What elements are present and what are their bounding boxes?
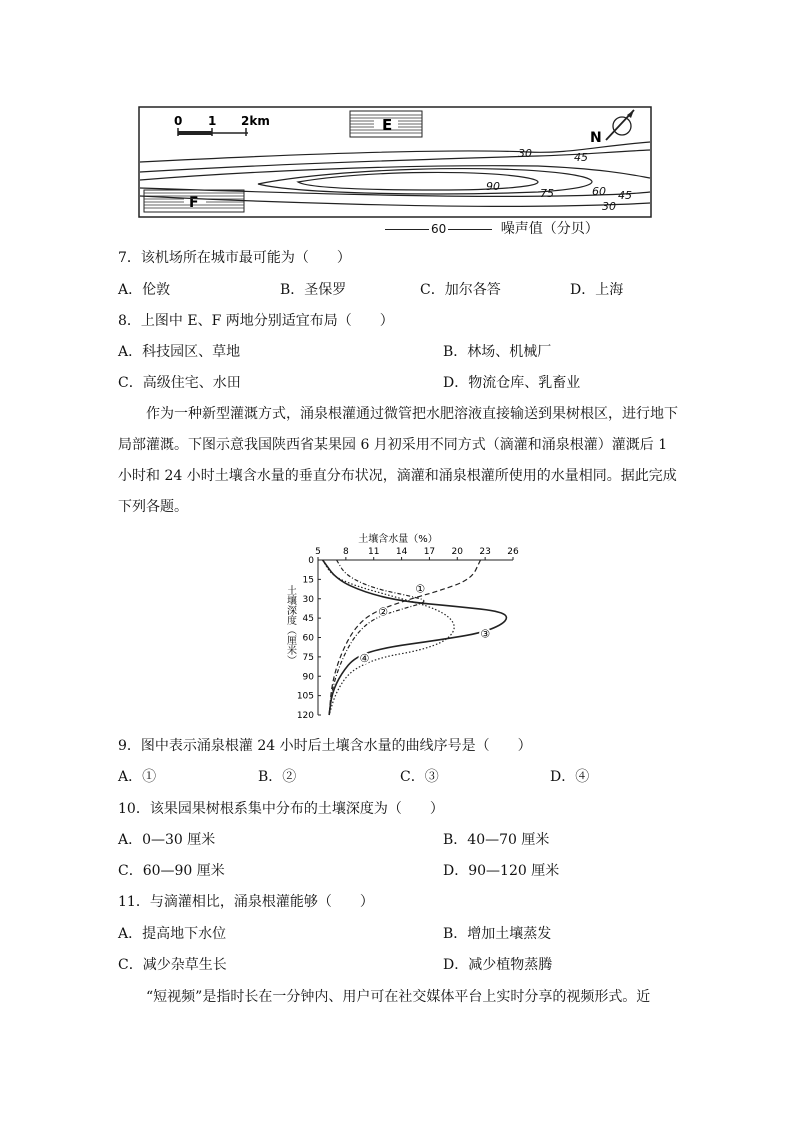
q11-option-c[interactable]: C．减少杂草生长 xyxy=(118,957,227,973)
q8-stem: 8．上图中 E、F 两地分别适宜布局（ ） xyxy=(118,313,394,329)
x-tick-label: 8 xyxy=(342,547,349,557)
y-tick-label: 90 xyxy=(302,672,314,683)
scale-tick-1: 1 xyxy=(208,114,217,128)
y-tick-label: 45 xyxy=(302,614,314,625)
contour-label-30-bottom: 30 xyxy=(602,200,616,213)
q9-option-a[interactable]: A．① xyxy=(118,769,157,785)
q7-option-b[interactable]: B．圣保罗 xyxy=(280,282,347,298)
noise-map-svg xyxy=(138,106,652,218)
series-line-2 xyxy=(329,560,424,715)
y-tick-label: 15 xyxy=(302,575,314,586)
contour-label-45-bottom: 45 xyxy=(618,189,632,202)
y-tick-label: 30 xyxy=(302,594,314,605)
q7-stem: 7．该机场所在城市最可能为（ ） xyxy=(118,250,351,266)
q10-option-d[interactable]: D．90—120 厘米 xyxy=(443,863,560,879)
scale-tick-2km: 2km xyxy=(241,114,270,128)
q8-option-d[interactable]: D．物流仓库、乳畜业 xyxy=(443,375,581,391)
contour-label-90: 90 xyxy=(486,180,500,193)
y-tick-label: 75 xyxy=(302,652,314,663)
contour-label-75: 75 xyxy=(540,187,554,200)
legend-value: 60 xyxy=(431,222,447,236)
q11-option-a[interactable]: A．提高地下水位 xyxy=(118,926,227,942)
series-line-4 xyxy=(323,560,455,715)
q8-option-c[interactable]: C．高级住宅、水田 xyxy=(118,375,241,391)
legend-line-left xyxy=(385,229,429,230)
contour-label-30-top: 30 xyxy=(518,147,532,160)
noise-contour-map xyxy=(138,106,652,218)
zone-e-label: E xyxy=(382,116,393,134)
q10-option-b[interactable]: B．40—70 厘米 xyxy=(443,832,550,848)
curve-label-3: ③ xyxy=(480,627,491,641)
legend-line-right xyxy=(448,229,492,230)
curve-label-2: ② xyxy=(378,605,388,619)
soil-chart-svg xyxy=(278,530,528,720)
x-tick-label: 14 xyxy=(395,547,408,557)
contour-label-60: 60 xyxy=(592,185,606,198)
next-passage-text: “短视频”是指时长在一分钟内、用户可在社交媒体平台上实时分享的视频形式。近 xyxy=(146,989,651,1005)
scale-tick-0: 0 xyxy=(174,114,183,128)
soil-moisture-chart xyxy=(278,530,528,720)
q11-option-b[interactable]: B．增加土壤蒸发 xyxy=(443,926,552,942)
zone-f xyxy=(144,190,244,212)
q7-option-a[interactable]: A．伦敦 xyxy=(118,282,171,298)
x-tick-label: 20 xyxy=(451,547,464,557)
legend-text: 噪声值（分贝） xyxy=(500,221,599,237)
y-tick-label: 105 xyxy=(296,691,314,702)
q8-option-b[interactable]: B．林场、机械厂 xyxy=(443,344,552,360)
y-tick-label: 0 xyxy=(308,556,314,566)
passage-paragraph xyxy=(118,399,678,523)
q7-option-c[interactable]: C．加尔各答 xyxy=(420,282,501,298)
q9-stem: 9．图中表示涌泉根灌 24 小时后土壤含水量的曲线序号是（ ） xyxy=(118,738,532,754)
q10-option-a[interactable]: A．0—30 厘米 xyxy=(118,832,216,848)
zone-e xyxy=(350,111,422,137)
q9-option-c[interactable]: C．③ xyxy=(400,769,439,785)
north-label: N xyxy=(590,130,602,146)
q7-option-d[interactable]: D．上海 xyxy=(570,282,624,298)
y-tick-label: 60 xyxy=(302,633,314,644)
q11-option-d[interactable]: D．减少植物蒸腾 xyxy=(443,957,553,973)
curve-label-1: ① xyxy=(415,582,426,596)
chart-ylabel: 土壤深度（厘米） xyxy=(284,585,296,665)
q10-option-c[interactable]: C．60—90 厘米 xyxy=(118,863,225,879)
x-tick-label: 23 xyxy=(479,547,491,557)
x-tick-label: 11 xyxy=(367,547,380,557)
y-tick-label: 120 xyxy=(296,711,314,720)
zone-f-label: F xyxy=(189,195,199,211)
q9-option-d[interactable]: D．④ xyxy=(550,769,590,785)
q8-option-a[interactable]: A．科技园区、草地 xyxy=(118,344,241,360)
q9-option-b[interactable]: B．② xyxy=(258,769,297,785)
passage-text: 作为一种新型灌溉方式，涌泉根灌通过微管把水肥溶液直接输送到果树根区，进行地下局部灌溉。下图示意我国陕西省某果园 6 月初采用不同方式（滴灌和涌泉根灌）灌溉后 1 小时和 24 小时土壤含水量的垂直分布状况，滴灌和涌泉根灌所使用的水量相同。据此完成下列各题。 xyxy=(118,406,678,515)
x-tick-label: 26 xyxy=(507,547,519,557)
x-tick-label: 17 xyxy=(423,547,436,557)
chart-title: 土壤含水量（%） xyxy=(358,534,438,545)
contour-label-45-top: 45 xyxy=(574,151,588,164)
q11-stem: 11．与滴灌相比，涌泉根灌能够（ ） xyxy=(118,894,374,910)
curve-label-4: ④ xyxy=(359,652,370,666)
q10-stem: 10．该果园果树根系集中分布的土壤深度为（ ） xyxy=(118,801,444,817)
noise-legend xyxy=(385,220,599,238)
x-tick-label: 5 xyxy=(315,547,321,557)
